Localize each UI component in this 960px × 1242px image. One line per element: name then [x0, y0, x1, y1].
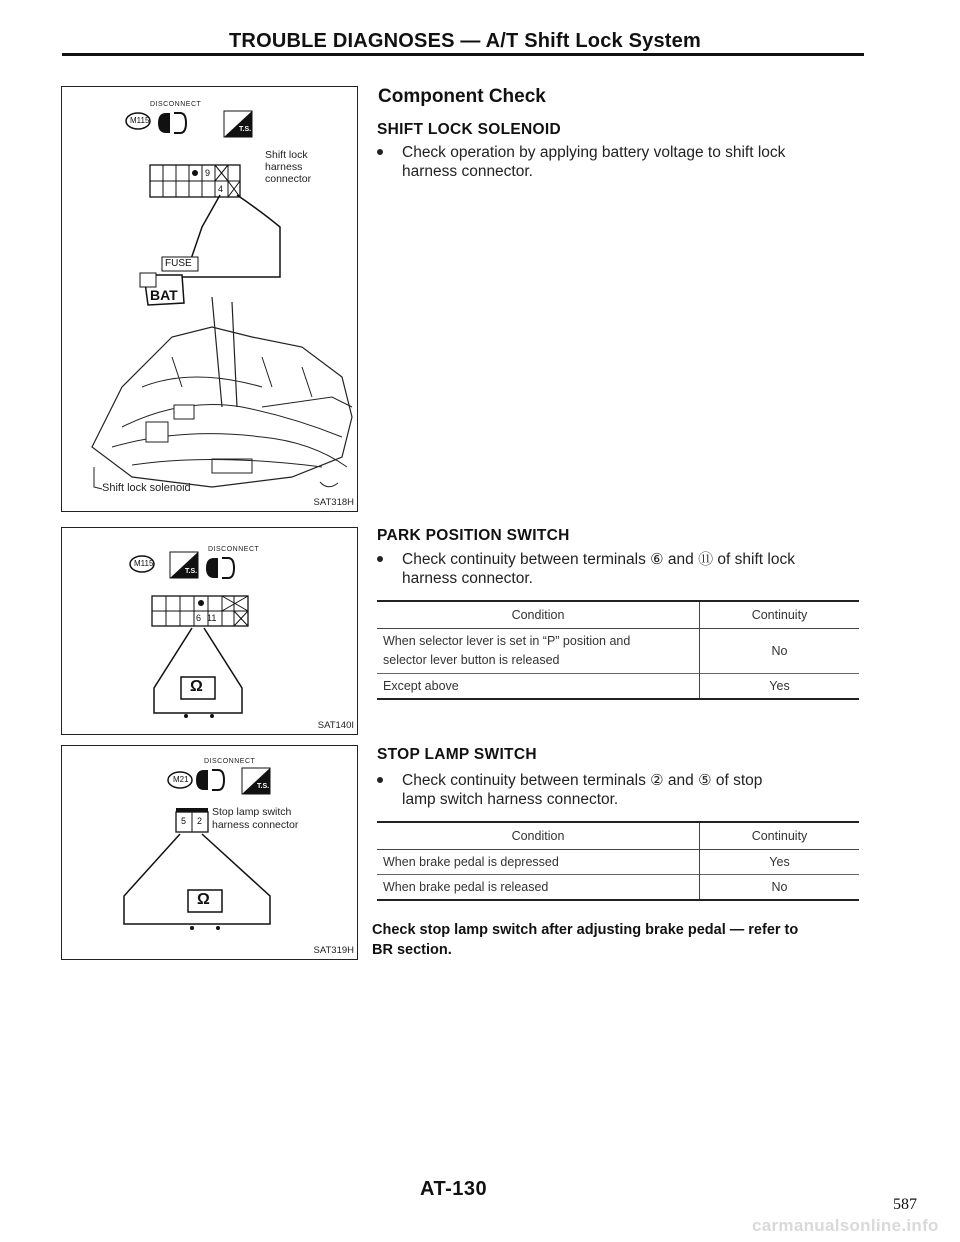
- disconnect-label: DISCONNECT: [204, 758, 256, 765]
- stop-lamp-bullet-line-1: Check continuity between terminals ② and ⑤ of stop: [402, 772, 763, 789]
- pin-6-label: 6: [196, 613, 202, 623]
- pin-11-label: 11: [207, 613, 217, 623]
- solenoid-bullet-line-1: Check operation by applying battery voltage to shift lock: [402, 144, 786, 161]
- connector-label-line-1: Shift lock: [265, 149, 308, 161]
- park-bullet: [377, 550, 867, 588]
- condition-cell: When brake pedal is released: [377, 875, 700, 901]
- figure-code: SAT140I: [317, 720, 354, 731]
- solenoid-bullet: [377, 143, 867, 181]
- stop-lamp-label-line-2: harness connector: [212, 819, 299, 831]
- connector-label-line-2: harness: [265, 161, 303, 173]
- park-position-switch-diagram: [62, 528, 357, 734]
- stop-lamp-note: [372, 920, 872, 960]
- column-header-continuity: Continuity: [751, 829, 808, 843]
- park-position-table: [377, 600, 859, 700]
- bullet-dot: [377, 777, 383, 783]
- ts-label: T.S.: [257, 783, 270, 790]
- solenoid-bullet-line-2: harness connector.: [402, 163, 533, 180]
- pin-4-label: 4: [218, 184, 224, 194]
- disconnect-label: DISCONNECT: [208, 546, 260, 553]
- figure-code: SAT318H: [313, 497, 354, 508]
- bullet-dot: [377, 149, 383, 155]
- connector-id-label: M115: [134, 559, 154, 568]
- terminal-5: ⑤: [698, 772, 712, 789]
- condition-cell: When brake pedal is depressed: [377, 850, 700, 875]
- stop-lamp-table: [377, 821, 859, 901]
- stop-lamp-switch-heading: STOP LAMP SWITCH: [377, 746, 537, 763]
- page-title: TROUBLE DIAGNOSES — A/T Shift Lock System: [229, 30, 701, 52]
- connector-id-label: M115: [130, 116, 150, 125]
- table-row: [377, 674, 859, 700]
- header-rule: [62, 53, 864, 56]
- park-bullet-line-1: Check continuity between terminals ⑥ and ⑪ of shift lock: [402, 551, 795, 568]
- table-row: [377, 850, 859, 875]
- page-number: 587: [893, 1196, 917, 1213]
- component-check-title: Component Check: [378, 86, 546, 107]
- stop-lamp-bullet: [377, 771, 867, 809]
- shift-lock-solenoid-heading: SHIFT LOCK SOLENOID: [377, 121, 561, 138]
- table-row: [377, 875, 859, 901]
- terminal-6: ⑥: [650, 551, 664, 568]
- park-position-switch-heading: PARK POSITION SWITCH: [377, 527, 570, 544]
- condition-cell: Except above: [377, 674, 700, 700]
- watermark: carmanualsonline.info: [752, 1216, 939, 1235]
- terminal-11: ⑪: [698, 551, 714, 568]
- figure-shift-lock-solenoid: [61, 86, 358, 512]
- column-header-condition: Condition: [377, 822, 700, 850]
- pin-5-label: 5: [181, 816, 187, 826]
- ohm-label: Ω: [197, 891, 210, 908]
- figure-park-position-switch: [61, 527, 358, 735]
- figure-code: SAT319H: [313, 945, 354, 956]
- ohm-label: Ω: [190, 678, 203, 695]
- stop-lamp-label-line-1: Stop lamp switch: [212, 806, 292, 818]
- stop-lamp-switch-diagram: [62, 746, 357, 959]
- connector-label-line-3: connector: [265, 173, 312, 185]
- continuity-cell: No: [771, 644, 788, 658]
- fuse-label: FUSE: [165, 258, 192, 269]
- solenoid-label: Shift lock solenoid: [102, 482, 191, 494]
- column-header-continuity: Continuity: [751, 608, 808, 622]
- column-header-condition: Condition: [377, 601, 700, 629]
- continuity-cell: Yes: [769, 855, 790, 869]
- continuity-cell: Yes: [769, 679, 790, 693]
- shift-lock-solenoid-diagram: [62, 87, 357, 511]
- bullet-dot: [377, 556, 383, 562]
- disconnect-label: DISCONNECT: [150, 101, 202, 108]
- note-line-1: Check stop lamp switch after adjusting brake pedal — refer to: [372, 922, 799, 938]
- terminal-2: ②: [650, 772, 664, 789]
- ts-label: T.S.: [185, 568, 198, 575]
- condition-cell: When selector lever is set in “P” position and selector lever button is released: [377, 629, 700, 674]
- stop-lamp-bullet-line-2: lamp switch harness connector.: [402, 791, 619, 808]
- pin-2-label: 2: [197, 816, 203, 826]
- note-line-2: BR section.: [372, 942, 452, 958]
- table-row: [377, 629, 859, 674]
- page-code: AT-130: [420, 1178, 488, 1200]
- continuity-cell: No: [771, 880, 788, 894]
- ts-label: T.S.: [239, 126, 252, 133]
- battery-label: BAT: [150, 287, 178, 303]
- pin-9-label: 9: [205, 168, 211, 178]
- park-bullet-line-2: harness connector.: [402, 570, 533, 587]
- connector-id-label: M21: [173, 775, 189, 784]
- figure-stop-lamp-switch: [61, 745, 358, 960]
